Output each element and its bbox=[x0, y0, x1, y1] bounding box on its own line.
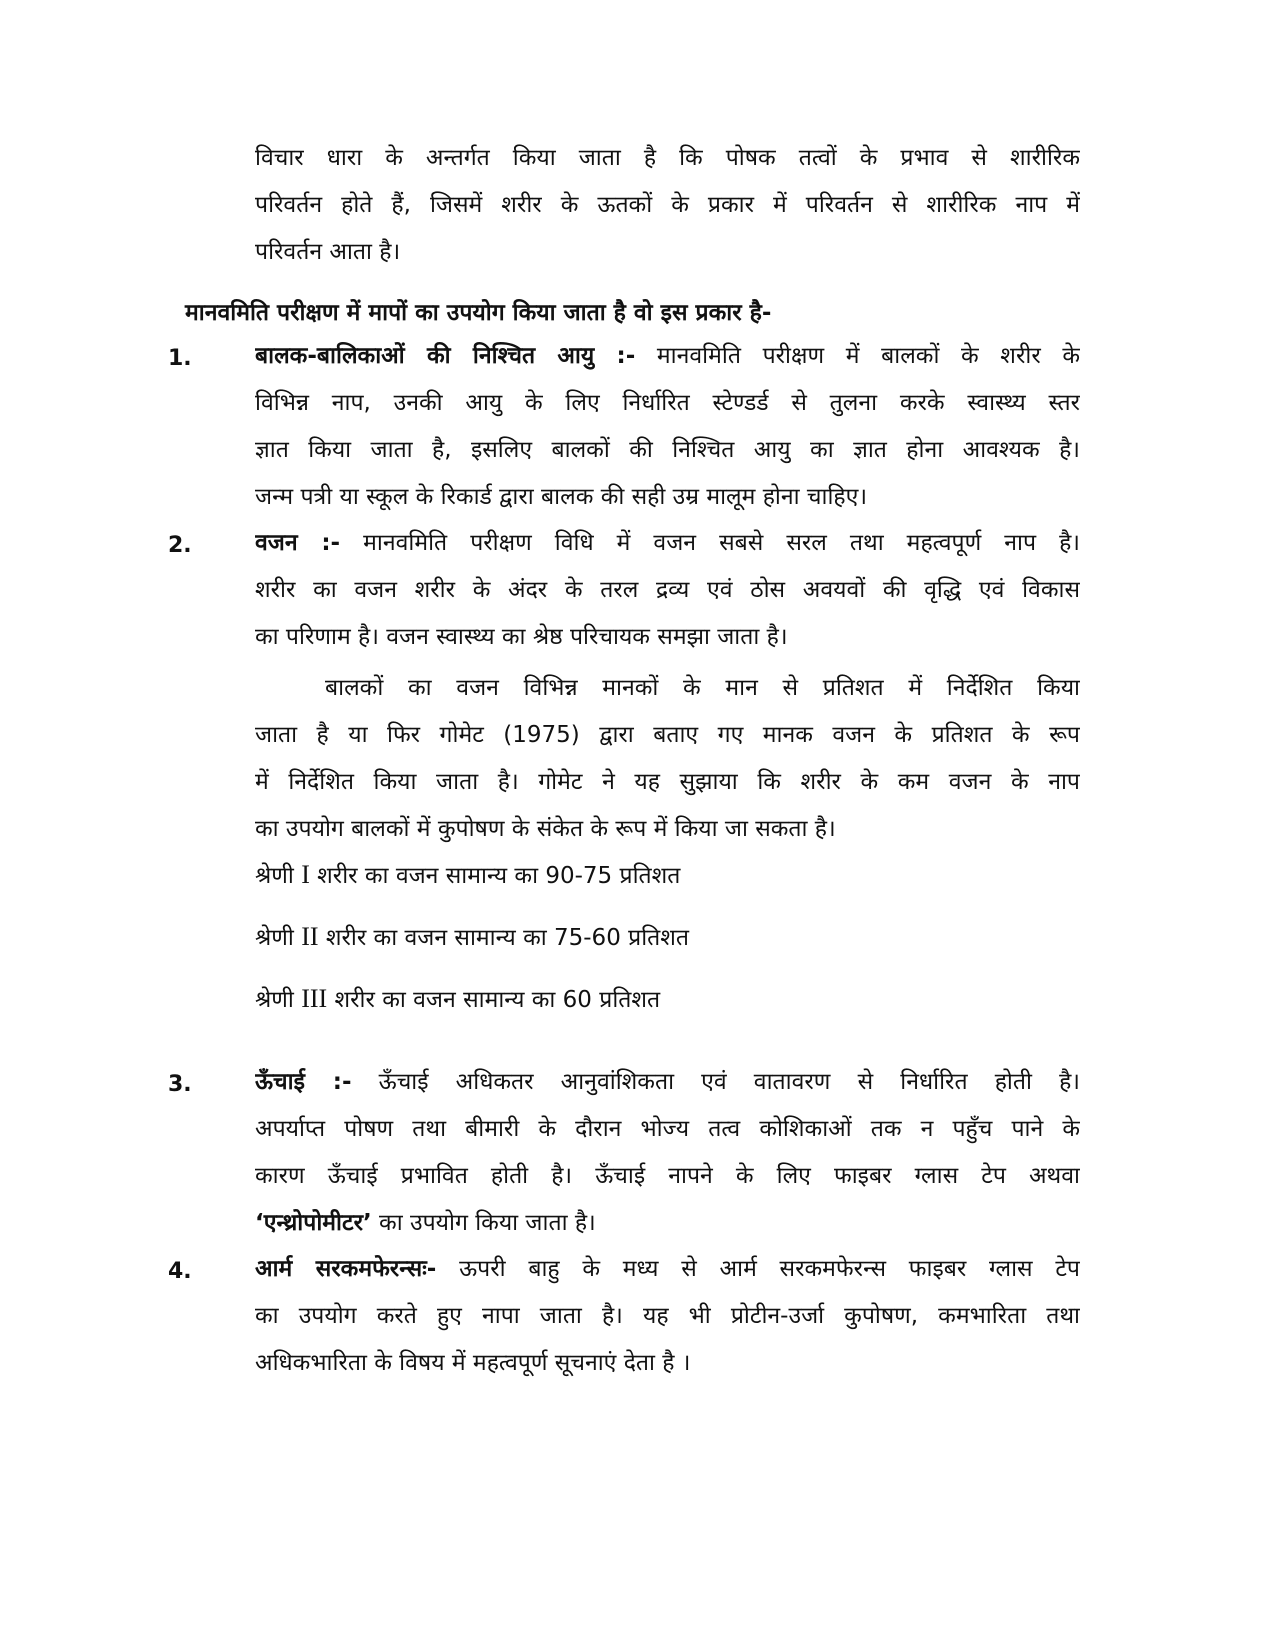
para-line: में निर्देशित किया जाता है। गोमेट ने यह सुझाया कि शरीर के कम वजन के नाप bbox=[255, 769, 1080, 795]
item-arm-circumference bbox=[255, 1246, 1080, 1387]
para-line: बालकों का वजन विभिन्न मानकों के मान से प्रतिशत में निर्देशित किया bbox=[325, 675, 1080, 701]
category-roman: III bbox=[301, 984, 328, 1013]
item-number: 1. bbox=[168, 346, 192, 371]
item-line: कारण ऊँचाई प्रभावित होती है। ऊँचाई नापने के लिए फाइबर ग्लास टेप अथवा bbox=[255, 1163, 1080, 1189]
item-weight bbox=[255, 520, 1080, 661]
item-line: जन्म पत्री या स्कूल के रिकार्ड द्वारा बालक की सही उम्र मालूम होना चाहिए। bbox=[255, 484, 868, 510]
item-title: वजन :- bbox=[255, 530, 341, 556]
section-heading: मानवमिति परीक्षण में मापों का उपयोग किया जाता है वो इस प्रकार है- bbox=[185, 300, 772, 326]
intro-line: विचार धारा के अन्तर्गत किया जाता है कि पोषक तत्वों के प्रभाव से शारीरिक bbox=[255, 145, 1080, 171]
item-text: मानवमिति परीक्षण में बालकों के शरीर के bbox=[656, 343, 1080, 369]
category-line bbox=[255, 920, 689, 952]
item-line: का परिणाम है। वजन स्वास्थ्य का श्रेष्ठ परिचायक समझा जाता है। bbox=[255, 624, 788, 650]
item-height bbox=[255, 1059, 1080, 1247]
category-text: शरीर का वजन सामान्य का 75-60 प्रतिशत bbox=[325, 925, 690, 951]
category-text: शरीर का वजन सामान्य का 60 प्रतिशत bbox=[334, 987, 661, 1013]
item-text: मानवमिति परीक्षण विधि में वजन सबसे सरल तथा महत्वपूर्ण नाप है। bbox=[363, 530, 1080, 556]
item-first-line bbox=[255, 1059, 1080, 1106]
category-prefix: श्रेणी bbox=[255, 925, 294, 951]
category-prefix: श्रेणी bbox=[255, 863, 294, 889]
category-line bbox=[255, 858, 680, 890]
weight-paragraph-2 bbox=[255, 665, 1080, 853]
item-line: विभिन्न नाप, उनकी आयु के लिए निर्धारित स्टेण्डर्ड से तुलना करके स्वास्थ्य स्तर bbox=[255, 390, 1080, 416]
item-text: का उपयोग किया जाता है। bbox=[379, 1210, 596, 1236]
item-line: शरीर का वजन शरीर के अंदर के तरल द्रव्य एवं ठोस अवयवों की वृद्धि एवं विकास bbox=[255, 577, 1080, 603]
item-title: आर्म सरकमफेरन्सः- bbox=[255, 1256, 437, 1282]
category-prefix: श्रेणी bbox=[255, 987, 294, 1013]
item-line: अपर्याप्त पोषण तथा बीमारी के दौरान भोज्य तत्व कोशिकाओं तक न पहुँच पाने के bbox=[255, 1116, 1080, 1142]
category-roman: I bbox=[301, 860, 310, 889]
intro-line: परिवर्तन आता है। bbox=[255, 239, 401, 265]
item-line: का उपयोग करते हुए नापा जाता है। यह भी प्रोटीन-उर्जा कुपोषण, कमभारिता तथा bbox=[255, 1303, 1080, 1329]
item-number: 4. bbox=[168, 1259, 192, 1284]
intro-paragraph bbox=[255, 135, 1080, 276]
intro-line: परिवर्तन होते हैं, जिसमें शरीर के ऊतकों के प्रकार में परिवर्तन से शारीरिक नाप में bbox=[255, 192, 1080, 218]
category-roman: II bbox=[301, 922, 319, 951]
item-number: 3. bbox=[168, 1072, 192, 1097]
para-line: जाता है या फिर गोमेट (1975) द्वारा बताए गए मानक वजन के प्रतिशत के रूप bbox=[255, 722, 1080, 748]
item-title: ऊँचाई :- bbox=[255, 1069, 352, 1095]
item-first-line bbox=[255, 1246, 1080, 1293]
item-line: अधिकभारिता के विषय में महत्वपूर्ण सूचनाएं देता है । bbox=[255, 1350, 691, 1376]
item-number: 2. bbox=[168, 533, 192, 558]
item-first-line bbox=[255, 520, 1080, 567]
anthropometer-term: ‘एन्थ्रोपोमीटर’ bbox=[255, 1210, 372, 1236]
item-text: ऊँचाई अधिकतर आनुवांशिकता एवं वातावरण से निर्धारित होती है। bbox=[378, 1069, 1080, 1095]
item-line: ज्ञात किया जाता है, इसलिए बालकों की निश्चित आयु का ज्ञात होना आवश्यक है। bbox=[255, 437, 1080, 463]
item-last-line bbox=[255, 1200, 1080, 1247]
item-title: बालक-बालिकाओं की निश्चित आयु :- bbox=[255, 343, 636, 369]
category-line bbox=[255, 982, 660, 1014]
item-first-line bbox=[255, 333, 1080, 380]
para-line: का उपयोग बालकों में कुपोषण के संकेत के रूप में किया जा सकता है। bbox=[255, 816, 836, 842]
item-age bbox=[255, 333, 1080, 521]
item-text: ऊपरी बाहु के मध्य से आर्म सरकमफेरन्स फाइबर ग्लास टेप bbox=[459, 1256, 1080, 1282]
category-text: शरीर का वजन सामान्य का 90-75 प्रतिशत bbox=[317, 863, 681, 889]
